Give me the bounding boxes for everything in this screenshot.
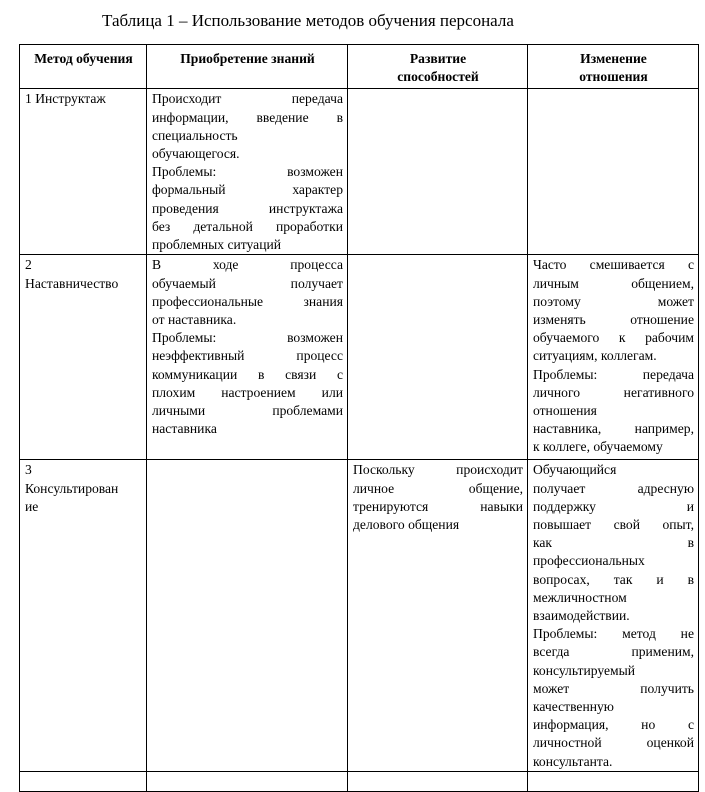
text-line: межличностном: [533, 589, 627, 605]
abilities-cell: [348, 255, 528, 460]
text-line: обучаемый получает: [152, 275, 343, 291]
table-row: [20, 255, 699, 460]
text-line: В ходе процесса: [152, 257, 343, 273]
text-line: личное общение,: [353, 480, 523, 496]
text-line: информация, но с: [533, 717, 694, 733]
text-line: коммуникации в связи с: [152, 366, 343, 382]
text-line: обучаемого к рабочим: [533, 330, 694, 346]
knowledge-cell: [147, 89, 348, 255]
text-line: к коллеге, обучаемому: [533, 439, 663, 455]
method-name: 1 Инструктаж: [25, 91, 106, 107]
text-line: проблемных ситуаций: [152, 237, 282, 253]
method-name: 3: [25, 462, 32, 478]
text-line: личным общением,: [533, 275, 694, 291]
method-name: Консультирован: [25, 480, 119, 496]
header-text: способностей: [397, 69, 479, 85]
header-text: Метод обучения: [34, 51, 133, 66]
text-line: информации, введение в: [152, 109, 343, 125]
knowledge-paragraph: [152, 163, 343, 254]
text-line: консультируемый: [533, 662, 635, 678]
text-line: неэффективный процесс: [152, 348, 343, 364]
method-cell: [20, 460, 147, 772]
text-line: тренируются навыки: [353, 498, 523, 514]
header-text: Изменение: [580, 51, 647, 66]
text-line: взаимодействии.: [533, 608, 630, 624]
text-line: формальный характер: [152, 182, 343, 198]
method-name: 2: [25, 257, 32, 273]
text-line: может получить: [533, 680, 694, 696]
table-caption: Таблица 1 – Использование методов обучения персонала: [102, 11, 514, 30]
attitude-paragraph: [533, 366, 694, 457]
text-line: ситуациям, коллегам.: [533, 348, 657, 364]
attitude-cell: [528, 460, 699, 772]
text-line: поддержку и: [533, 498, 694, 514]
abilities-cell: [348, 460, 528, 772]
method-cell: [20, 89, 147, 255]
knowledge-paragraph: [152, 90, 343, 163]
text-line: Происходит передача: [152, 91, 343, 107]
header-knowledge: [147, 45, 348, 89]
method-cell: [20, 255, 147, 460]
method-name: ие: [25, 498, 39, 514]
text-line: от наставника.: [152, 312, 237, 328]
abilities-paragraph: [353, 461, 523, 534]
header-text: Развитие: [409, 51, 467, 66]
text-line: обучающегося.: [152, 146, 240, 162]
header-text: Приобретение знаний: [180, 51, 315, 66]
text-line: поэтому может: [533, 293, 694, 309]
knowledge-cell: [147, 460, 348, 772]
text-line: Проблемы: метод не: [533, 626, 694, 642]
text-line: специальность: [152, 127, 238, 143]
header-attitude: [528, 45, 699, 89]
header-method: [20, 45, 147, 89]
table-row: [20, 460, 699, 772]
text-line: личного негативного: [533, 384, 694, 400]
text-line: Обучающийся: [533, 462, 617, 478]
text-line: как в: [533, 535, 694, 551]
knowledge-paragraph: [152, 329, 343, 438]
knowledge-paragraph: [152, 256, 343, 329]
text-line: плохим настроением или: [152, 384, 343, 400]
text-line: Проблемы: передача: [533, 366, 694, 382]
attitude-paragraph: [533, 461, 694, 625]
header-abilities: [348, 45, 528, 89]
method-name: Наставничество: [25, 275, 119, 291]
text-line: получает адресную: [533, 480, 694, 496]
header-row: [20, 45, 699, 89]
text-line: Проблемы: возможен: [152, 164, 343, 180]
attitude-cell: [528, 89, 699, 255]
text-line: консультанта.: [533, 753, 613, 769]
training-methods-table: [19, 44, 699, 792]
text-line: делового общения: [353, 517, 460, 533]
text-line: вопросах, так и в: [533, 571, 694, 587]
text-line: Поскольку происходит: [353, 462, 523, 478]
text-line: наставника, например,: [533, 421, 694, 437]
attitude-cell: [528, 255, 699, 460]
table-row: [20, 89, 699, 255]
header-text: отношения: [579, 69, 648, 85]
text-line: без детальной проработки: [152, 218, 343, 234]
text-line: профессиональные знания: [152, 293, 343, 309]
text-line: Проблемы: возможен: [152, 330, 343, 346]
knowledge-cell: [147, 255, 348, 460]
text-line: личностной оценкой: [533, 735, 694, 751]
attitude-paragraph: [533, 625, 694, 771]
text-line: повышает свой опыт,: [533, 517, 694, 533]
attitude-paragraph: [533, 256, 694, 365]
text-line: проведения инструктажа: [152, 200, 343, 216]
abilities-cell: [348, 89, 528, 255]
text-line: изменять отношение: [533, 312, 694, 328]
text-line: качественную: [533, 699, 614, 715]
text-line: отношения: [533, 403, 597, 419]
text-line: личными проблемами: [152, 403, 343, 419]
text-line: наставника: [152, 421, 217, 437]
text-line: профессиональных: [533, 553, 645, 569]
text-line: всегда применим,: [533, 644, 694, 660]
text-line: Часто смешивается с: [533, 257, 694, 273]
